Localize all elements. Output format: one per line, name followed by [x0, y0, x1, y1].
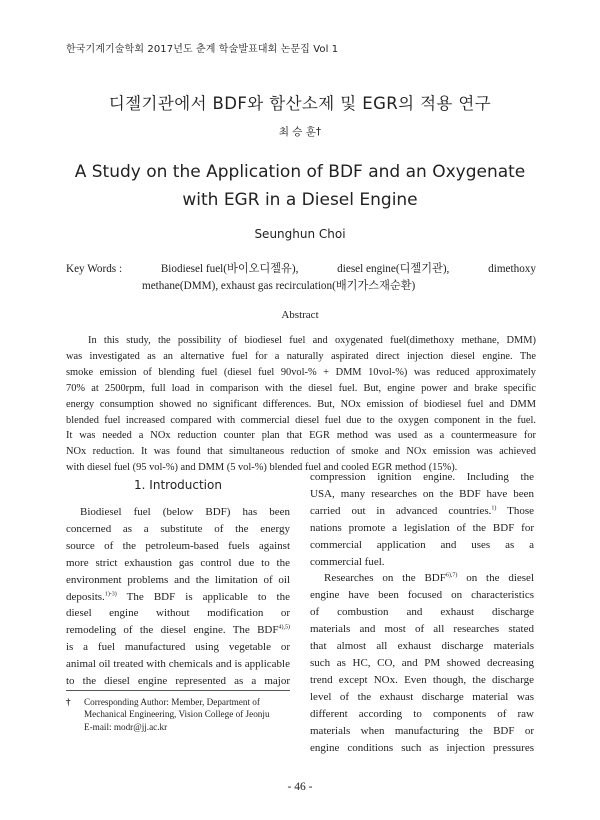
body-line: materials when manufacturing the BDF or: [310, 724, 534, 737]
body-line: compression ignition engine. Including the: [310, 471, 534, 483]
body-line: commercial application and uses as a: [310, 538, 534, 551]
keywords-line-2: methane(DMM), exhaust gas recirculation(배기가스재순환): [142, 280, 416, 292]
page-number: - 46 -: [287, 781, 313, 793]
title-en-line-1: A Study on the Application of BDF and an Oxygenate: [74, 162, 526, 182]
citation-ref: 6),7): [445, 572, 458, 579]
citation-ref: 4),5): [278, 624, 290, 631]
citation-ref: 1): [491, 505, 497, 512]
body-line: environment problems and the limitation of oil: [66, 573, 290, 586]
abstract-line: It was needed a NOx reduction counter plan that EGR method was used as a countermeasure for: [66, 430, 536, 442]
body-line: is a fuel manufactured using vegetable or: [66, 641, 290, 654]
corresponding-author-footnote: [66, 690, 290, 733]
body-line: more strict exhaustion gas control due to the: [66, 556, 290, 569]
body-line: materials and most of all researches stated: [310, 623, 534, 636]
body-line-with-citation: remodeling of the diesel engine. The $BDF^{4),5)}$: [66, 624, 290, 637]
body-line: source of the petroleum-based fuels against: [66, 539, 290, 552]
body-line: level of the exhaust discharge material was: [310, 690, 534, 703]
keywords-block: [66, 261, 536, 295]
keyword-item: diesel engine(디젤기관),: [337, 263, 450, 275]
right-column: [310, 469, 534, 756]
author-name-korean: 최 승 훈†: [278, 126, 322, 138]
keyword-item: Biodiesel fuel(바이오디젤유),: [160, 263, 299, 275]
body-line: different according to components of raw: [310, 707, 534, 720]
paper-title-english: [0, 158, 600, 214]
abstract-line: smoke emission of blending fuel (diesel fuel 90vol-% + DMM 10vol-%) was reduced approximately: [66, 366, 536, 378]
title-en-line-2: with EGR in a Diesel Engine: [182, 190, 418, 210]
footnote-line: E-mail: modr@jj.ac.kr: [84, 721, 168, 732]
footnote-line: Mechanical Engineering, Vision College of Jeonju: [84, 709, 270, 720]
body-line: such as HC, CO, and PM showed decreasing: [310, 656, 534, 669]
body-line-with-citation: Researches on the $BDF^{6),7)}$ on the diesel: [324, 572, 534, 585]
abstract-line: energy consumption showed no significant differences. But, NOx emission of biodiesel fuel and DMM: [66, 398, 536, 410]
author-name-english: Seunghun Choi: [254, 227, 346, 241]
abstract-line: blended fuel increased compared with commercial diesel fuel due to the oxygen component in the fuel.: [66, 414, 536, 426]
body-line: to the diesel engine represented as a major: [66, 675, 290, 688]
citation-ref: 1)-3): [104, 590, 117, 597]
abstract-heading: Abstract: [281, 309, 319, 321]
running-header: 한국기계기술학회 2017년도 춘계 학술발표대회 논문집 Vol 1: [66, 44, 339, 55]
left-column: [66, 478, 290, 690]
body-line: trend except NOx. Even though, the discharge: [310, 673, 534, 686]
body-line: that almost all exhaust discharge materials: [310, 640, 534, 653]
body-line-with-citation: carried out in advanced countries.$^{1)}$ Those: [310, 504, 535, 517]
body-line: Biodiesel fuel (below BDF) has been: [80, 506, 290, 518]
introduction-text-left: [66, 504, 290, 690]
body-line: engine conditions such as injection pressures: [310, 741, 534, 754]
body-line: diesel engine without modification or: [66, 607, 290, 620]
body-line-with-citation: deposits.$^{1)-3)}$ The BDF is applicable to the: [66, 590, 290, 603]
body-line: of combustion and exhaust discharge: [310, 606, 534, 619]
footnote-line: Corresponding Author: Member, Department of: [84, 697, 260, 707]
abstract-body: [66, 333, 536, 476]
abstract-line: NOx reduction. It was found that simultaneous reduction of smoke and NOx emission was achieved: [66, 446, 536, 458]
keywords-label: Key Words :: [66, 263, 123, 275]
abstract-line: 70% at 2500rpm, full load in comparison with the diesel fuel. But, engine power and brake specific: [66, 382, 536, 394]
section-heading-introduction: 1. Introduction: [134, 478, 222, 492]
body-line: commercial fuel.: [310, 555, 385, 568]
abstract-line: In this study, the possibility of biodiesel fuel and oxygenated fuel(dimethoxy methane, DMM): [88, 335, 536, 346]
dagger-mark: †: [66, 697, 71, 707]
body-line: nations promote a legislation of the BDF for: [310, 521, 534, 534]
keywords-line-1: [66, 261, 536, 278]
body-line: engine have been focused on characteristics: [310, 589, 534, 602]
keyword-item: dimethoxy: [488, 263, 536, 275]
body-line: USA, many researches on the BDF have been: [310, 487, 534, 500]
abstract-line: was investigated as an alternative fuel for a naturally aspirated direct injection diesel engine. The: [66, 350, 536, 362]
body-line: animal oil treated with chemicals and is applicable: [66, 658, 290, 671]
body-line: concerned as a substitute of the energy: [66, 522, 290, 535]
paper-title-korean: 디젤기관에서 BDF와 함산소제 및 EGR의 적용 연구: [108, 94, 492, 113]
abstract-line: with diesel fuel (95 vol-%) and DMM (5 vol-%) blended fuel and cooled EGR method (15%).: [66, 462, 458, 474]
introduction-text-right: [310, 469, 534, 756]
